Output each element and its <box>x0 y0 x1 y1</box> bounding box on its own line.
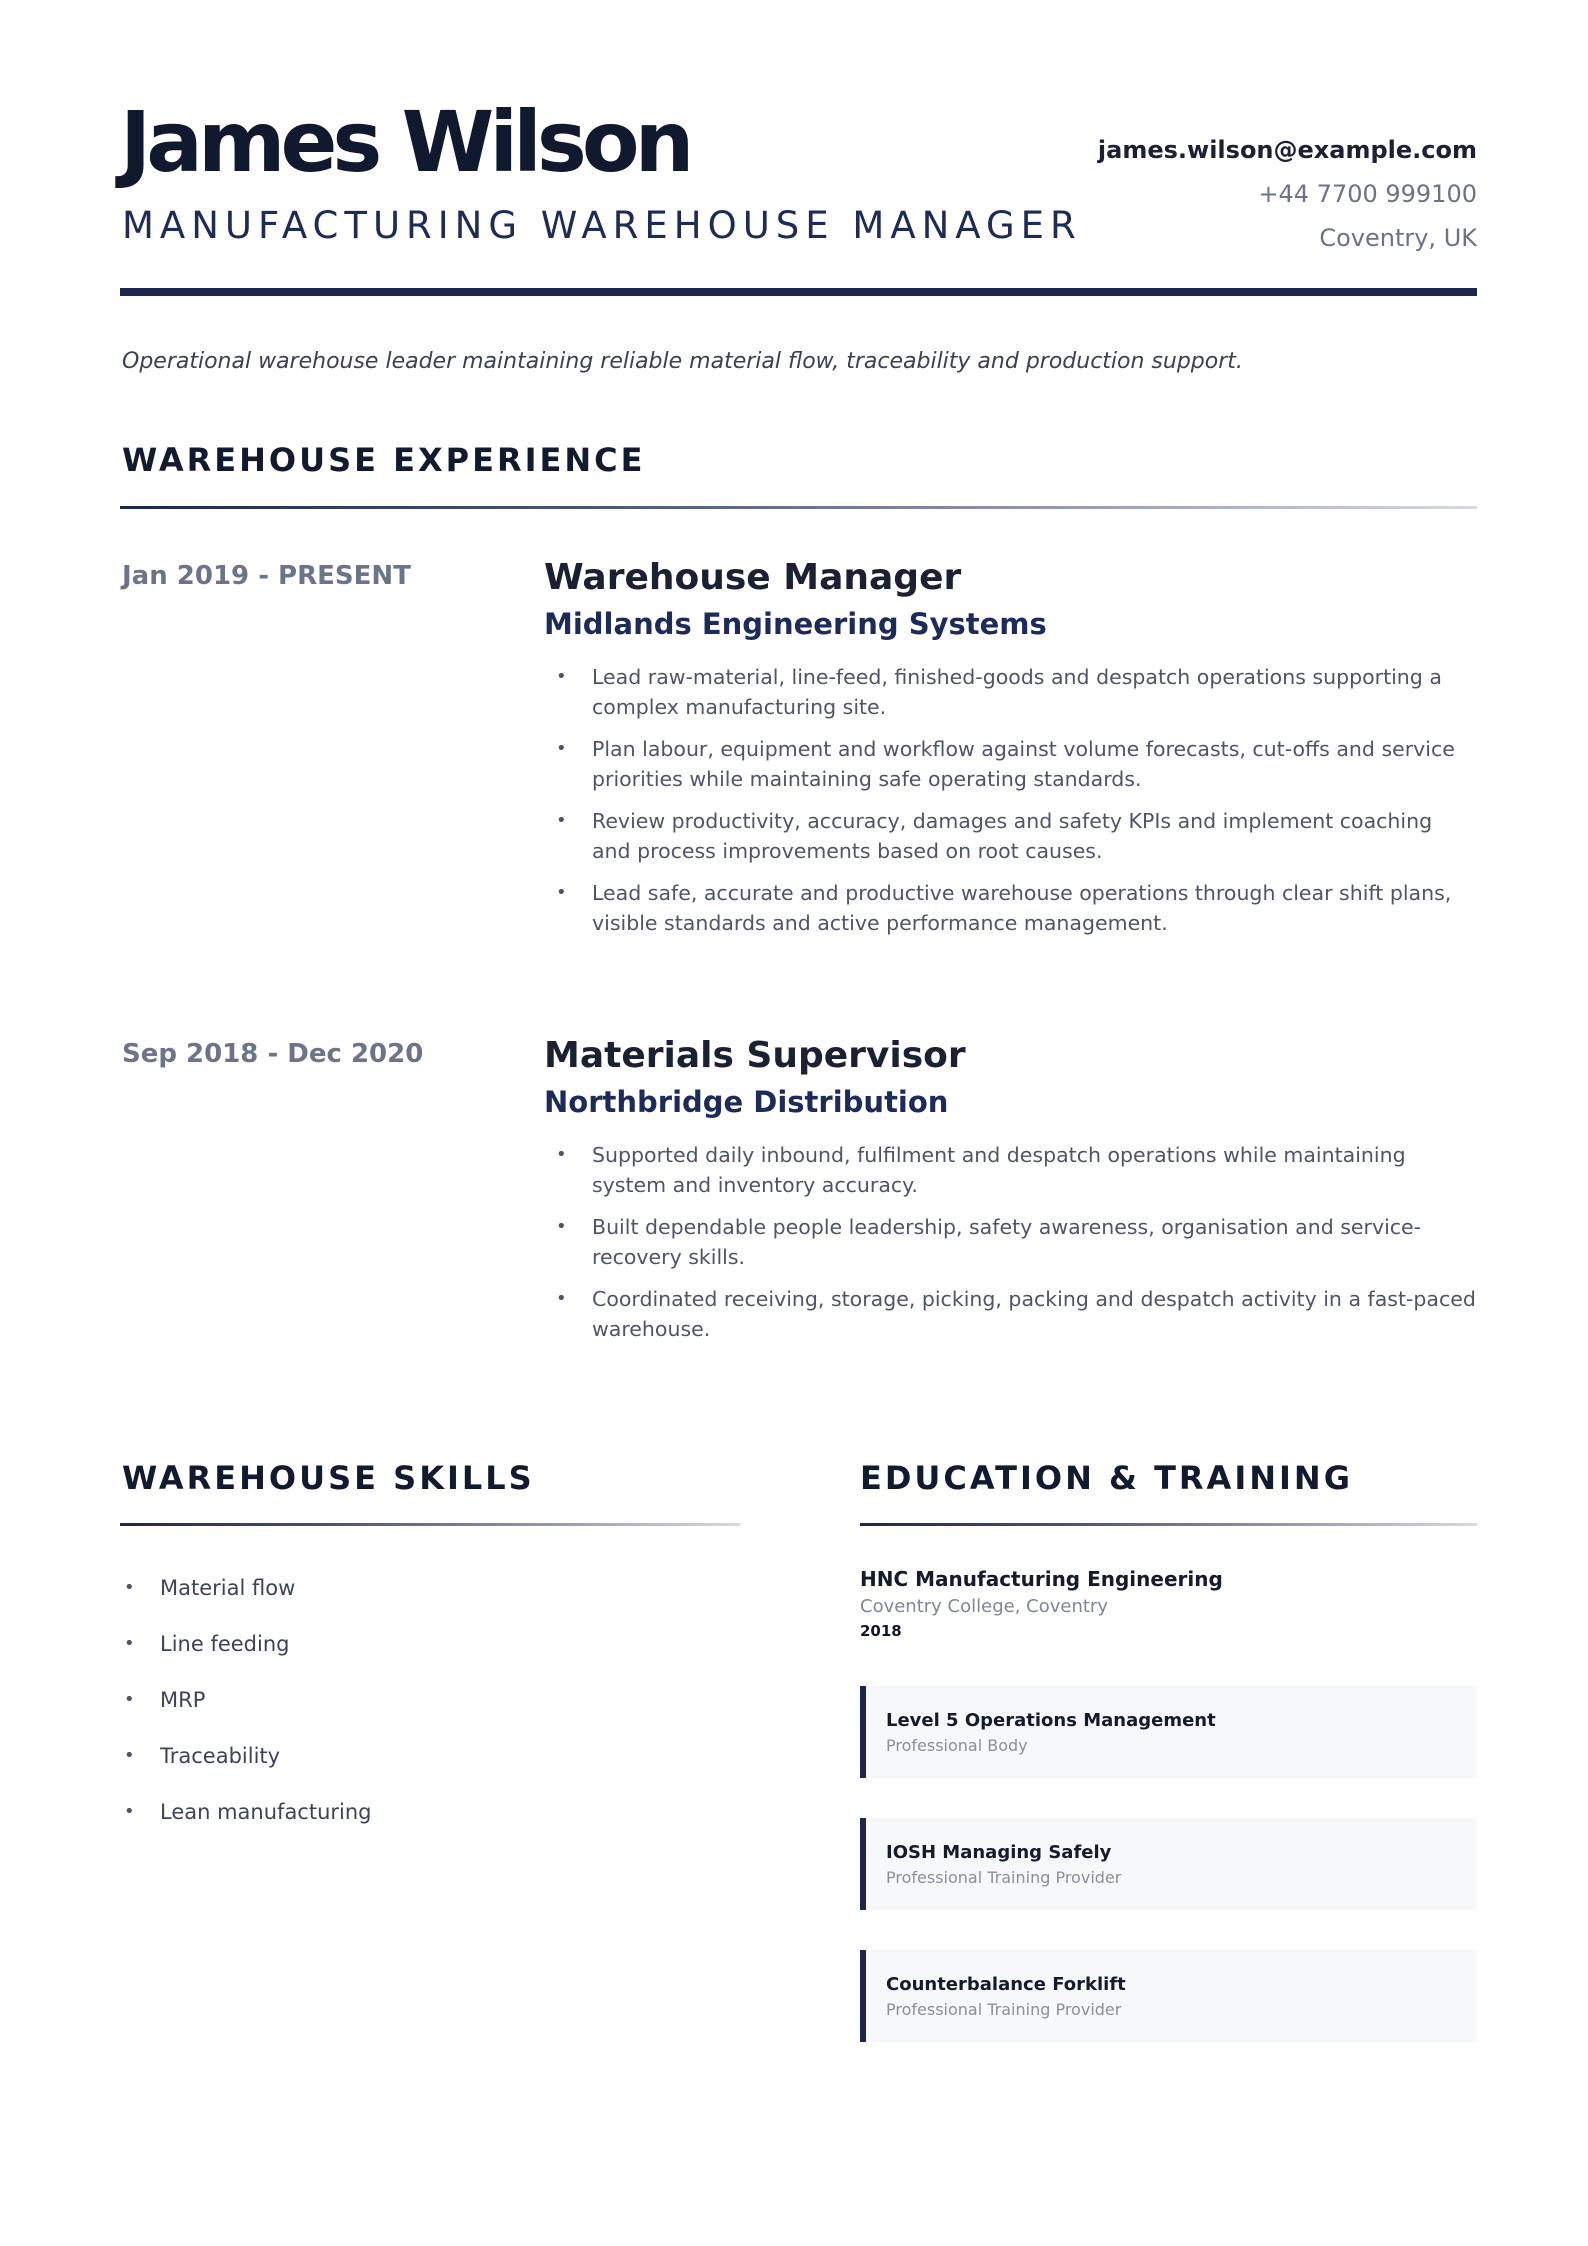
certification-title: Counterbalance Forklift <box>886 1974 1126 1995</box>
header-divider <box>120 288 1477 296</box>
job-bullet: • Lead raw-material, line-feed, finished-goods and despatch operations supporting a complex manufacturing site. <box>544 662 1477 722</box>
certification-title: Level 5 Operations Management <box>886 1710 1216 1731</box>
skill-item: • Material flow <box>120 1560 372 1616</box>
contact-phone: +44 7700 999100 <box>1258 180 1477 208</box>
job-details <box>544 556 1477 950</box>
degree-year: 2018 <box>860 1622 902 1640</box>
experience-heading: WAREHOUSE EXPERIENCE <box>122 441 646 479</box>
skill-item: • Lean manufacturing <box>120 1784 372 1840</box>
skills-divider <box>120 1523 740 1526</box>
job-bullet: • Plan labour, equipment and workflow against volume forecasts, cut-offs and service priorities while maintaining safe operating standards. <box>544 734 1477 794</box>
certification-provider: Professional Training Provider <box>886 1868 1122 1887</box>
contact-location: Coventry, UK <box>1319 224 1477 252</box>
certification-card <box>860 1686 1477 1778</box>
skills-list <box>120 1560 372 1840</box>
profile-summary: Operational warehouse leader maintaining reliable material flow, traceability and production support. <box>122 349 1243 374</box>
job-bullet: • Lead safe, accurate and productive warehouse operations through clear shift plans, visible standards and active performance management. <box>544 878 1477 938</box>
job-details <box>544 1034 1477 1356</box>
degree-title: HNC Manufacturing Engineering <box>860 1567 1223 1591</box>
experience-divider <box>120 506 1477 509</box>
skills-heading: WAREHOUSE SKILLS <box>122 1459 535 1497</box>
candidate-title: MANUFACTURING WAREHOUSE MANAGER <box>122 204 1082 247</box>
job-bullet: • Review productivity, accuracy, damages and safety KPIs and implement coaching and process improvements based on root causes. <box>544 806 1477 866</box>
certification-card <box>860 1950 1477 2042</box>
resume-page <box>120 0 1477 2246</box>
job-company: Northbridge Distribution <box>544 1085 949 1119</box>
job-title: Warehouse Manager <box>544 557 962 598</box>
job-dates: Sep 2018 - Dec 2020 <box>122 1039 424 1069</box>
job-bullets <box>544 1140 1477 1344</box>
job-title: Materials Supervisor <box>544 1035 966 1076</box>
job-dates: Jan 2019 - PRESENT <box>122 561 411 591</box>
skill-item: • Line feeding <box>120 1616 372 1672</box>
candidate-name: James Wilson <box>120 93 690 191</box>
certification-provider: Professional Body <box>886 1736 1028 1755</box>
education-divider <box>860 1523 1477 1526</box>
job-bullet: • Built dependable people leadership, safety awareness, organisation and service-recovery skills. <box>544 1212 1477 1272</box>
job-company: Midlands Engineering Systems <box>544 607 1047 641</box>
certification-title: IOSH Managing Safely <box>886 1842 1112 1863</box>
contact-block <box>1098 128 1477 260</box>
certification-card <box>860 1818 1477 1910</box>
contact-email[interactable]: james.wilson@example.com <box>1097 136 1477 164</box>
degree-institution: Coventry College, Coventry <box>860 1596 1108 1617</box>
job-bullet: • Coordinated receiving, storage, picking, packing and despatch activity in a fast-paced warehouse. <box>544 1284 1477 1344</box>
job-bullet: • Supported daily inbound, fulfilment and despatch operations while maintaining system and inventory accuracy. <box>544 1140 1477 1200</box>
education-entry <box>860 1564 1477 1642</box>
job-bullets <box>544 662 1477 938</box>
education-heading: EDUCATION & TRAINING <box>860 1459 1353 1497</box>
skill-item: • Traceability <box>120 1728 372 1784</box>
skill-item: • MRP <box>120 1672 372 1728</box>
certification-provider: Professional Training Provider <box>886 2000 1122 2019</box>
resume-header <box>120 92 1477 292</box>
